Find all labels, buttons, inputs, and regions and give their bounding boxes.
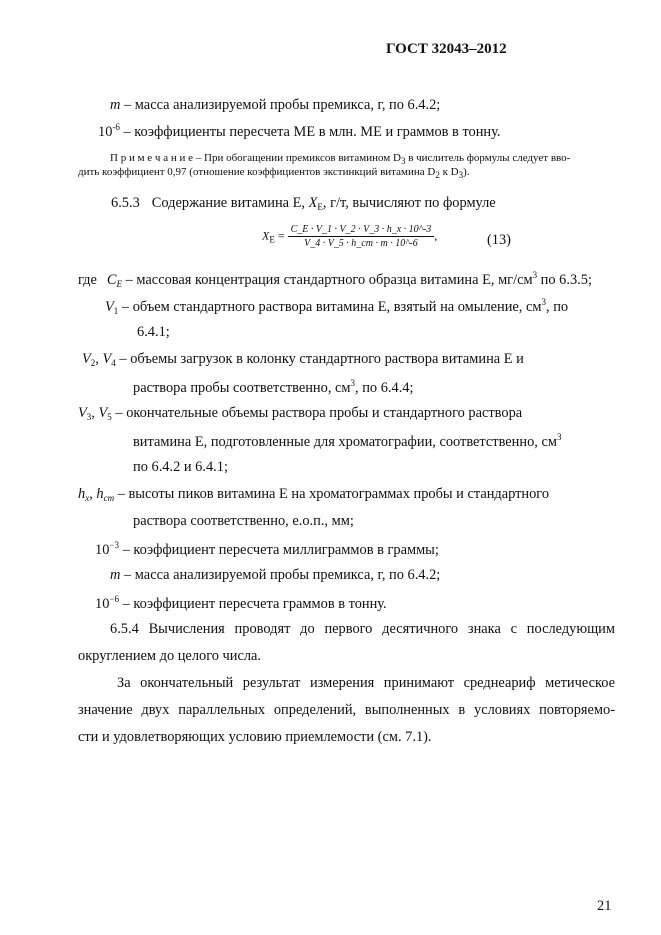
separator: , [95,351,103,367]
note-text: – При обогащении премиксов витамином D [193,152,401,164]
formula-13 [262,224,437,249]
section-6-5-4-line-2: округлением до целого числа. [78,648,262,664]
where-k6 [95,594,387,613]
definition-text: , по 6.4.4; [355,380,414,396]
symbol-subscript: 4 [111,358,116,368]
formula-numerator: C_E · V_1 · V_2 · V_3 · h_x · 10^-3 [288,224,435,237]
where-m [110,567,440,584]
final-paragraph-line-2: значение двух параллельных определений, выполненных в условиях повторяемо- [78,702,615,718]
definition-text: раствора пробы соответственно, см [133,380,351,396]
factor-base: 10 [95,596,110,612]
note-text: ). [463,166,470,178]
note-text: к D [439,166,459,178]
where-v24 [82,351,524,368]
superscript: 3 [541,297,546,307]
symbol-v: V [105,299,114,315]
formula-denominator: V_4 · V_5 · h_cm · m · 10^-6 [304,238,418,249]
note-label: П р и м е ч а н и е [110,152,193,164]
note-subscript: 2 [435,170,440,180]
definition-text: – коэффициент пересчета миллиграммов в граммы; [118,542,439,558]
formula-lhs-subscript: E [269,234,275,245]
superscript: 3 [350,378,356,388]
where-v1 [105,297,568,316]
symbol-subscript: 2 [90,358,96,368]
where-h [78,486,549,503]
separator: , [89,486,97,502]
symbol-subscript: 1 [113,306,119,316]
section-text: , г/т, вычисляют по формуле [322,195,496,211]
final-paragraph-line-1: За окончательный результат измерения принимают среднеариф метическое [117,675,615,691]
symbol-v: V [82,351,91,367]
symbol-v: V [98,405,108,421]
superscript: 3 [556,432,562,442]
definition-text: – масса анализируемой пробы премикса, г, по 6.4.2; [120,97,441,113]
where-v24-cont [133,378,414,397]
symbol-c: C [106,272,117,288]
where-k3 [95,540,439,559]
definition-factor-top [98,122,501,141]
formula-comma: , [434,228,438,243]
definition-m-top [110,97,440,114]
symbol-subscript: 5 [107,412,112,422]
definition-text: – коэффициент пересчета граммов в тонну. [118,596,387,612]
symbol-h: h [96,486,104,502]
symbol-m: m [110,567,121,583]
symbol-subscript: E [116,279,123,289]
factor-exponent: −3 [109,540,119,550]
definition-text: – коэффициенты пересчета МЕ в млн. МЕ и граммов в тонну. [119,124,501,140]
symbol-v: V [102,351,112,367]
definition-text: по 6.3.5; [537,272,592,288]
section-6-5-4-line-1: 6.5.4 Вычисления проводят до первого десятичного знака с последующим [110,621,615,637]
where-v35-cont-1 [133,432,561,451]
separator: , [91,405,99,421]
definition-text: – окончательные объемы раствора пробы и стандартного раствора [111,405,523,421]
final-paragraph-line-3: сти и удовлетворяющих условию приемлемости (см. 7.1). [78,729,432,745]
definition-text: – массовая концентрация стандартного образца витамина Е, мг/см [122,272,533,288]
symbol-x: X [308,195,318,211]
definition-text: – объем стандартного раствора витамина Е, взятый на омыление, см [118,299,542,315]
factor-base: 10 [98,124,113,140]
note-text: в числитель формулы следует вво- [405,152,571,164]
symbol-m: m [110,97,121,113]
note-subscript: 3 [458,170,464,180]
where-ce [78,270,592,289]
note-line-2 [78,166,470,180]
symbol-h: h [78,486,86,502]
symbol-subscript: E [317,202,323,212]
section-number: 6.5.3 [111,195,140,211]
definition-text: витамина Е, подготовленные для хроматографии, соответственно, см [133,434,557,450]
note-text: дить коэффициент 0,97 (отношение коэффициентов экстинкций витамина D [78,166,436,178]
where-h-cont: раствора соответственно, е.о.п., мм; [133,513,354,529]
superscript: 3 [532,270,538,280]
factor-exponent: −6 [109,594,119,604]
definition-text: – масса анализируемой пробы премикса, г, по 6.4.2; [120,567,441,583]
where-v35-cont-2: по 6.4.2 и 6.4.1; [133,459,228,475]
formula-equals: = [274,228,285,243]
definition-text: – объемы загрузок в колонку стандартного раствора витамина Е и [115,351,524,367]
note-subscript: 3 [400,156,406,166]
factor-base: 10 [95,542,110,558]
symbol-subscript: cm [103,493,115,503]
symbol-v: V [78,405,87,421]
symbol-subscript: 3 [86,412,92,422]
formula-fraction [288,224,438,249]
section-text: Содержание витамина Е, [151,195,309,211]
page-number: 21 [597,898,612,914]
where-word: где [78,272,97,288]
section-6-5-3 [111,195,496,212]
note-line-1 [110,152,570,166]
where-v35 [78,405,522,422]
definition-text: , по [546,299,569,315]
formula-number: (13) [487,232,511,248]
formula-lhs: X [262,228,270,243]
definition-text: – высоты пиков витамина Е на хроматограммах пробы и стандартного [114,486,550,502]
document-standard-header: ГОСТ 32043–2012 [386,41,507,57]
symbol-subscript: x [85,493,90,503]
factor-exponent: -6 [112,122,120,132]
where-v1-cont: 6.4.1; [137,324,170,340]
